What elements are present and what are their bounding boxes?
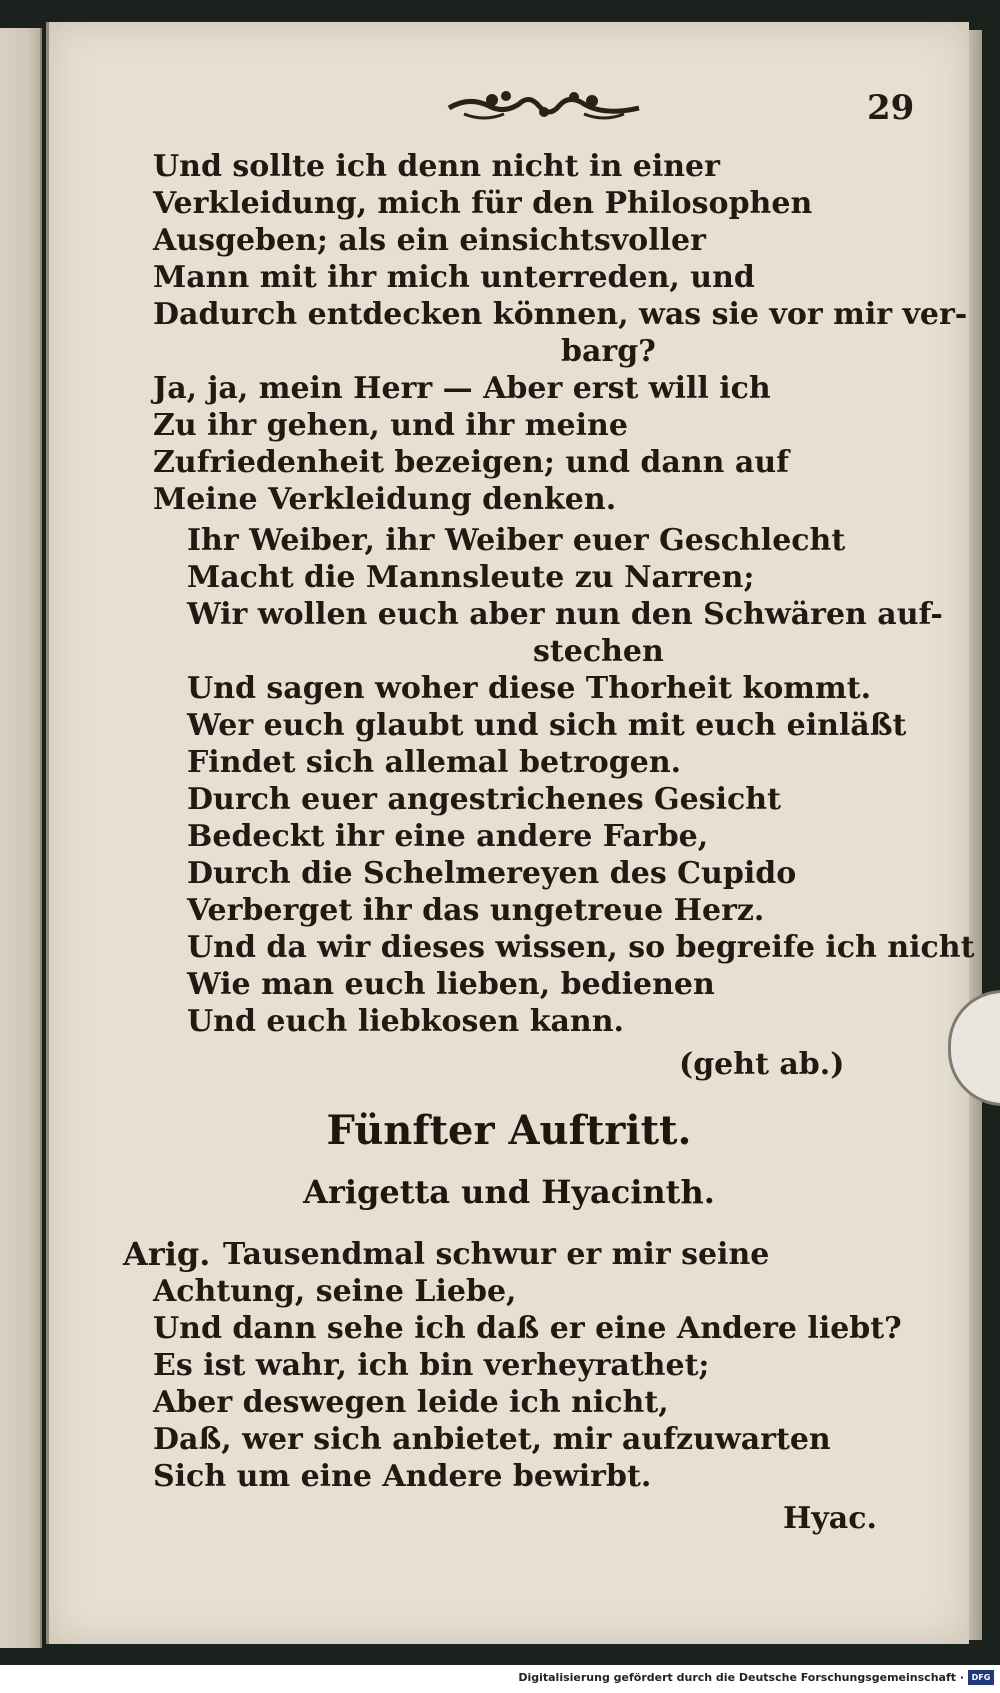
speech-line: Daß, wer sich anbietet, mir aufzuwarten	[153, 1422, 831, 1457]
song-line: stechen	[533, 634, 664, 669]
left-page-edge	[0, 28, 42, 1648]
speaker-name: Arig.	[123, 1235, 211, 1273]
song-line: Macht die Mannsleute zu Narren;	[187, 560, 755, 595]
speech-line: Aber deswegen leide ich nicht,	[153, 1385, 669, 1420]
text-line: Mann mit ihr mich unterreden, und	[153, 260, 755, 295]
text-line: Ausgeben; als ein einsichtsvoller	[153, 223, 706, 258]
text-line: Verkleidung, mich für den Philosophen	[153, 186, 813, 221]
song-line: Und da wir dieses wissen, so begreife ich nicht	[187, 930, 975, 965]
text-line: Zufriedenheit bezeigen; und dann auf	[153, 445, 790, 480]
song-line: Bedeckt ihr eine andere Farbe,	[187, 819, 709, 854]
text-line: Ja, ja, mein Herr — Aber erst will ich	[153, 371, 771, 406]
song-line: Findet sich allemal betrogen.	[187, 745, 682, 780]
speech-line: Sich um eine Andere bewirbt.	[153, 1459, 652, 1494]
speech-line: Es ist wahr, ich bin verheyrathet;	[153, 1348, 710, 1383]
song-line: Wer euch glaubt und sich mit euch einläßt	[187, 708, 907, 743]
dfg-logo-icon: DFG	[968, 1670, 994, 1685]
text-line: Und sollte ich denn nicht in einer	[153, 149, 720, 184]
text-line: Zu ihr gehen, und ihr meine	[153, 408, 628, 443]
song-line: Verberget ihr das ungetreue Herz.	[187, 893, 765, 928]
footer-bar	[0, 1665, 1000, 1693]
speech-line: Achtung, seine Liebe,	[153, 1274, 517, 1309]
catchword: Hyac.	[783, 1501, 877, 1536]
text-line: Meine Verkleidung denken.	[153, 482, 617, 517]
song-line: Wie man euch lieben, bedienen	[187, 967, 715, 1002]
speech-line: Tausendmal schwur er mir seine	[223, 1237, 770, 1272]
text-line: barg?	[561, 334, 656, 369]
song-line: Wir wollen euch aber nun den Schwären auf-	[187, 597, 943, 632]
footer-credit: Digitalisierung gefördert durch die Deutsche Forschungsgemeinschaft ·	[518, 1671, 964, 1684]
scene-characters: Arigetta und Hyacinth.	[303, 1173, 715, 1211]
ornament-icon	[444, 88, 644, 128]
song-line: Und euch liebkosen kann.	[187, 1004, 624, 1039]
stage-direction: (geht ab.)	[679, 1047, 845, 1082]
song-line: Durch die Schelmereyen des Cupido	[187, 856, 797, 891]
song-line: Und sagen woher diese Thorheit kommt.	[187, 671, 872, 706]
scene-title: Fünfter Auftritt.	[326, 1107, 692, 1154]
song-line: Ihr Weiber, ihr Weiber euer Geschlecht	[187, 523, 846, 558]
book-page	[46, 22, 975, 1644]
text-line: Dadurch entdecken können, was sie vor mir ver-	[153, 297, 968, 332]
song-line: Durch euer angestrichenes Gesicht	[187, 782, 781, 817]
speech-line: Und dann sehe ich daß er eine Andere liebt?	[153, 1311, 902, 1346]
page-number: 29	[867, 88, 915, 128]
